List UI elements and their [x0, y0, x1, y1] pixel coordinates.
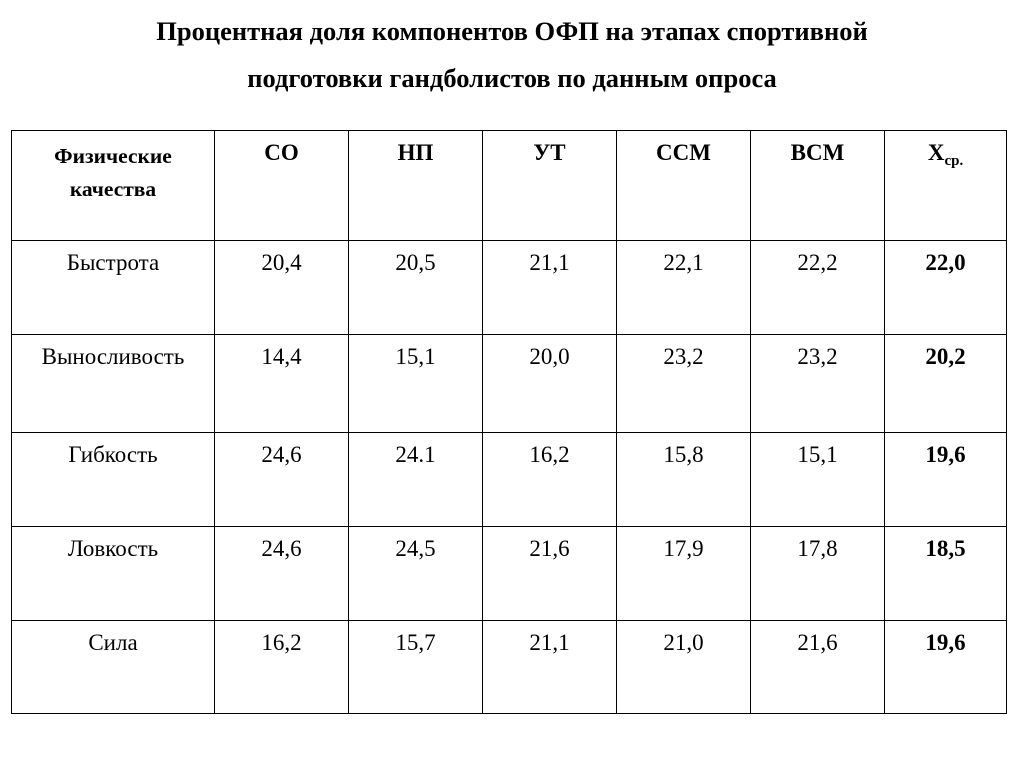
row-label: Ловкость	[12, 527, 215, 621]
cell-value: 20,5	[349, 241, 483, 335]
cell-value: 14,4	[215, 335, 349, 433]
header-physical-qualities-line-2: качества	[69, 177, 157, 201]
cell-value: 15,7	[349, 621, 483, 714]
cell-value: 21,1	[483, 241, 617, 335]
header-ut: УТ	[483, 131, 617, 241]
cell-value: 17,8	[751, 527, 885, 621]
row-label: Выносливость	[12, 335, 215, 433]
cell-value: 23,2	[617, 335, 751, 433]
ofp-components-table	[11, 130, 1007, 714]
cell-value: 15,1	[751, 433, 885, 527]
cell-value: 17,9	[617, 527, 751, 621]
cell-value: 23,2	[751, 335, 885, 433]
cell-value: 21,0	[617, 621, 751, 714]
table-row	[12, 527, 1007, 621]
cell-mean: 20,2	[885, 335, 1007, 433]
page-title	[0, 8, 1024, 102]
header-mean-sub: ср.	[944, 153, 964, 169]
cell-value: 24,6	[215, 527, 349, 621]
row-label: Быстрота	[12, 241, 215, 335]
header-mean-main: Х	[927, 140, 945, 165]
header-co: СО	[215, 131, 349, 241]
cell-mean: 22,0	[885, 241, 1007, 335]
cell-value: 24.1	[349, 433, 483, 527]
table-row	[12, 433, 1007, 527]
cell-mean: 18,5	[885, 527, 1007, 621]
cell-value: 16,2	[215, 621, 349, 714]
cell-value: 24,6	[215, 433, 349, 527]
header-mean	[885, 131, 1007, 241]
header-physical-qualities-line-1: Физические	[54, 144, 172, 168]
title-line-2: подготовки гандболистов по данным опроса	[247, 63, 777, 93]
header-vsm: ВСМ	[751, 131, 885, 241]
cell-value: 24,5	[349, 527, 483, 621]
title-line-1: Процентная доля компонентов ОФП на этапах спортивной	[156, 16, 868, 46]
cell-value: 20,0	[483, 335, 617, 433]
header-ssm: ССМ	[617, 131, 751, 241]
cell-value: 21,6	[483, 527, 617, 621]
cell-value: 21,1	[483, 621, 617, 714]
header-np: НП	[349, 131, 483, 241]
table-row	[12, 335, 1007, 433]
cell-value: 16,2	[483, 433, 617, 527]
header-physical-qualities	[12, 131, 215, 241]
cell-value: 20,4	[215, 241, 349, 335]
table-row	[12, 241, 1007, 335]
cell-value: 15,1	[349, 335, 483, 433]
table-row	[12, 621, 1007, 714]
cell-value: 22,2	[751, 241, 885, 335]
cell-value: 21,6	[751, 621, 885, 714]
cell-mean: 19,6	[885, 433, 1007, 527]
cell-mean: 19,6	[885, 621, 1007, 714]
row-label: Гибкость	[12, 433, 215, 527]
table-header-row	[12, 131, 1007, 241]
row-label: Сила	[12, 621, 215, 714]
cell-value: 22,1	[617, 241, 751, 335]
cell-value: 15,8	[617, 433, 751, 527]
